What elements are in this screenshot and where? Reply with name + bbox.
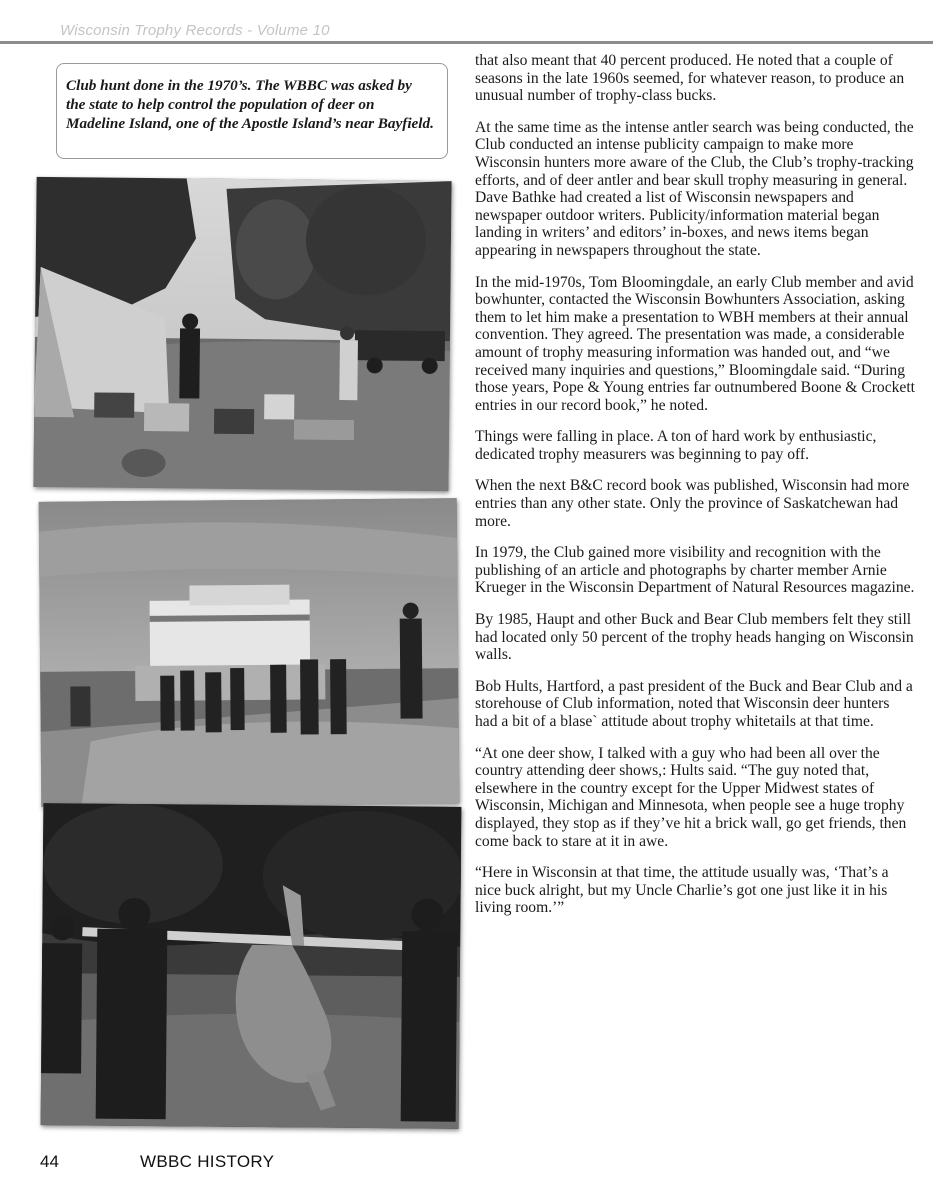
article-paragraph: By 1985, Haupt and other Buck and Bear Club members felt they still had located only 50 percent of the trophy heads hanging on Wisconsin walls. <box>475 611 914 664</box>
photo-hunters-with-deer <box>41 803 462 1129</box>
photo-caption-box <box>56 63 448 159</box>
article-paragraph: “Here in Wisconsin at that time, the attitude usually was, ‘That’s a nice buck alright, but my Uncle Charlie’s got one just like it in his living room.’” <box>475 864 889 917</box>
footer-section-title: WBBC HISTORY <box>140 1152 275 1171</box>
article-body <box>475 52 915 931</box>
article-paragraph: Things were falling in place. A ton of hard work by enthusiastic, dedicated trophy measurers was beginning to pay off. <box>475 428 877 463</box>
article-paragraph: “At one deer show, I talked with a guy who had been all over the country attending deer shows,: Hults said. “The guy noted that, elsewhere in the country except for the Upper Midwest states of Wisconsin, Michigan and Minnesota, when people see a huge trophy displayed, they stop as if they’ve hit a brick wall, go get friends, then come back to stare at it in awe. <box>475 744 907 850</box>
running-header-title: Wisconsin Trophy Records - Volume 10 <box>60 22 330 39</box>
article-paragraph: When the next B&C record book was published, Wisconsin had more entries than any other state. Only the province of Saskatchewan had more. <box>475 477 910 530</box>
photo-caption-text: Club hunt done in the 1970’s. The WBBC was asked by the state to help control the population of deer on Madeline Island, one of the Apostle Island’s near Bayfield. <box>66 77 434 132</box>
article-paragraph: Bob Hults, Hartford, a past president of the Buck and Bear Club and a storehouse of Club information, noted that Wisconsin deer hunters had a bit of a blase` attitude about trophy whitetails at that time. <box>475 677 913 730</box>
header-divider <box>0 41 933 44</box>
photo-camp-scene <box>33 177 451 491</box>
article-paragraph: In 1979, the Club gained more visibility and recognition with the publishing of an article and photographs by charter member Arnie Krueger in the Wisconsin Department of Natural Resources magazine. <box>475 544 915 597</box>
article-paragraph: that also meant that 40 percent produced. He noted that a couple of seasons in the late 1960s seemed, for whatever reason, to produce an unusual number of trophy-class bucks. <box>475 52 905 105</box>
article-paragraph: At the same time as the intense antler search was being conducted, the Club conducted an intense publicity campaign to make more Wisconsin hunters more aware of the Club, the Club’s trophy-tracking efforts, and of deer antler and bear skull trophy measuring in general. Dave Bathke had created a list of Wisconsin newspapers and newspaper outdoor writers. Publicity/information material began landing in writers’ and editors’ in-boxes, and news items began appearing in newspapers throughout the state. <box>475 118 914 259</box>
page-number: 44 <box>40 1152 59 1171</box>
photo-ferry-boat <box>39 498 460 807</box>
article-paragraph: In the mid-1970s, Tom Bloomingdale, an early Club member and avid bowhunter, contacted the Wisconsin Bowhunters Association, asking them to let him make a presentation to WBH members at their annual convention. They agreed. The presentation was made, a considerable amount of trophy measuring information was handed out, and “we received many inquiries and questions,” Bloomingdale said. “During those years, Pope & Young entries far outnumbered Boone & Crockett entries in our record book,” he noted. <box>475 273 916 414</box>
